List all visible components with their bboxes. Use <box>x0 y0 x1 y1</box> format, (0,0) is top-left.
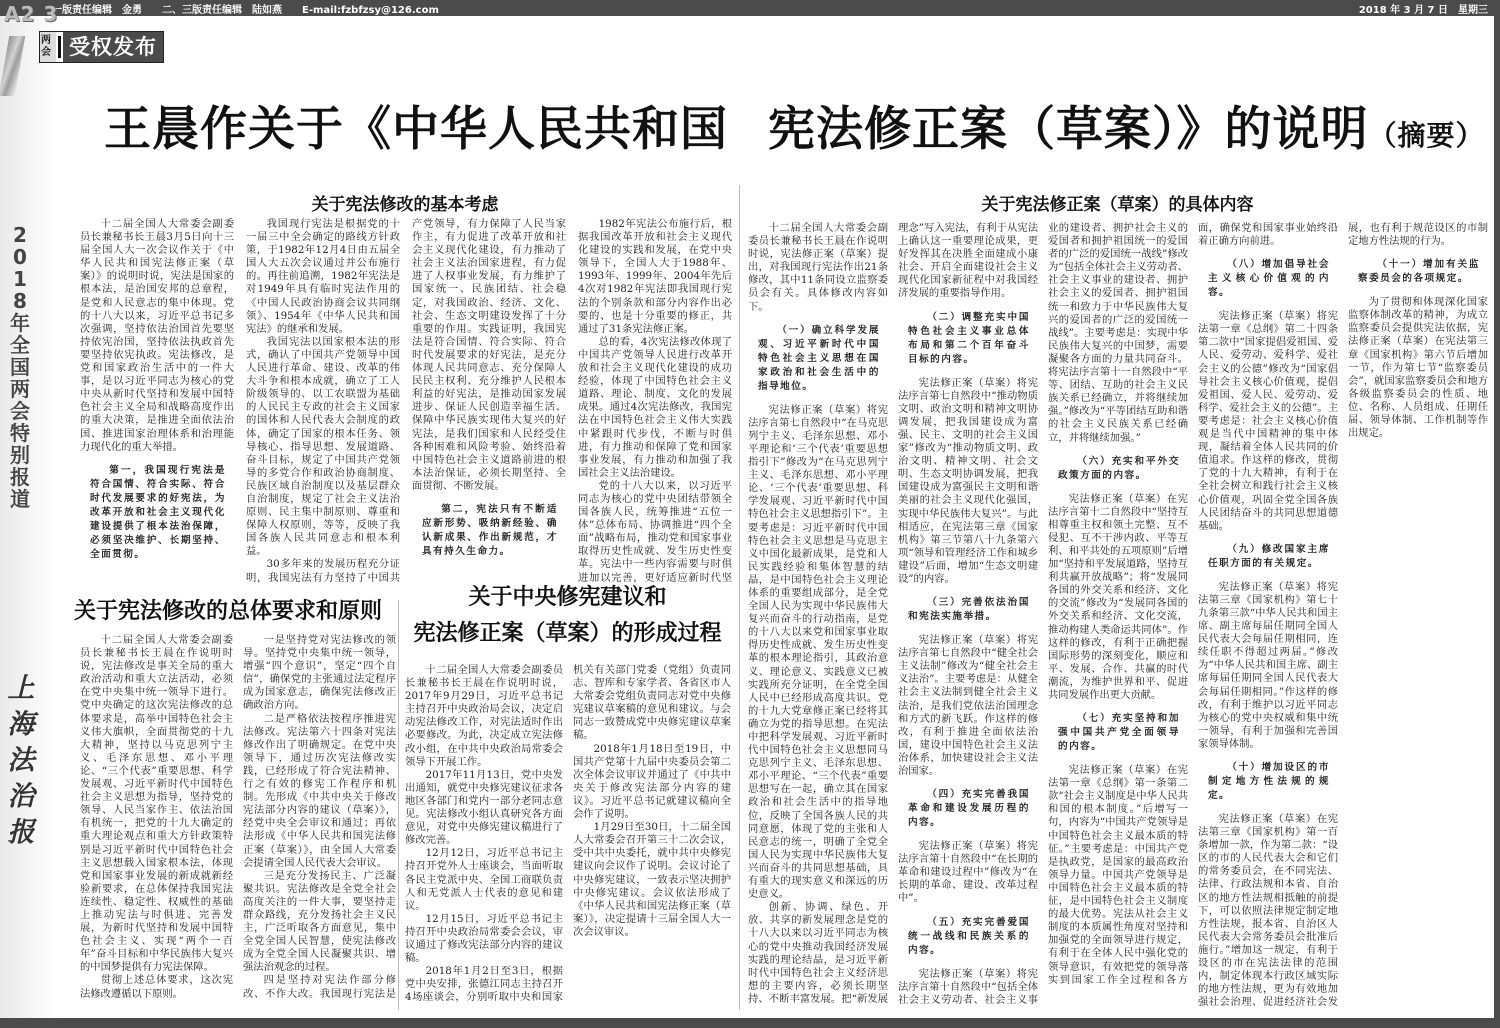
section-heading-process-line2: 宪法修正案（草案）的形成过程 <box>413 621 722 646</box>
paragraph: 30多年来的发展历程充分证明，我国宪法有力坚持了中国共产党领导，有力保障了人民当家作主，有力促进了改革开放和社会主义现代化建设，有力推动了社会主义法治国家进程，有力促进了人权事业发展，有力维护了国家统一、民族团结、社会稳定，对我国政治、经济、文化、社会、生态文明建设发挥了十分重要的作用。实践证明，我国宪法是符合国情、符合实际、符合时代发展要求的好宪法，是充分体现人民共同意志、充分保障人民民主权利、充分维护人民根本利益的好宪法，是推动国家发展进步、保证人民创造幸福生活、保障中华民族实现伟大复兴的好宪法，是我们国家和人民经受住各种困难和风险考验、始终沿着中国特色社会主义道路前进的根本法治保证，必须长期坚持、全面贯彻、不断发展。 <box>246 218 566 584</box>
paragraph: 贯彻上述总体要求，这次宪法修改遵循以下原则。 <box>80 974 233 1000</box>
headline-part1: 王晨作关于《中华人民共和国 <box>104 102 728 157</box>
subheading: （三）完善依法治国和宪法实施举措。 <box>908 597 1030 623</box>
sidebar <box>0 16 58 1018</box>
subheading: （四）充实完善我国革命和建设发展历程的内容。 <box>908 789 1030 829</box>
subheading: （一）确立科学发展观、习近平新时代中国特色社会主义思想在国家政治和社会生活中的指导地位。 <box>758 324 880 392</box>
paragraph: 2018年1月18日至19日，中国共产党第十九届中央委员会第二次全体会议审议并通过了《中共中央关于修改宪法部分内容的建议》。习近平总书记就建议稿向全会作了说明。 <box>573 742 731 821</box>
headline-part2: 宪法修正案（草案）》的说明 <box>768 102 1369 157</box>
column-divider <box>398 600 399 1010</box>
paragraph: 宪法修正案（草案）将宪法序言第七自然段中“健全社会主义法制”修改为“健全社会主义法治”。主要考虑是：从健全社会主义法制到健全社会主义法治，是我们党依法治国理念和方式的新飞跃。作这样的修改，有利于推进全面依法治国，建设中国特色社会主义法治体系，加快建设社会主义法治国家。 <box>898 634 1038 777</box>
subheading: （十一）增加有关监察委员会的各项规定。 <box>1358 259 1480 285</box>
subheading: （六）充实和平外交政策方面的内容。 <box>1058 455 1180 481</box>
paragraph: 党的十八大以来，以习近平同志为核心的党中央团结带领全国各族人民，统筹推进“五位一体”总体布局、协调推进“四个全面”战略布局，推动党和国家事业取得历史性成就、发生历史性变革。宪法中一些内容需要与时俱进加以完善，更好适应新时代坚 <box>578 479 732 584</box>
issue-date: 2018 年 3 月 7 日 星期三 <box>1358 5 1488 16</box>
top-bar <box>0 0 1500 16</box>
section-heading-contents: 关于宪法修正案（草案）的具体内容 <box>981 195 1254 215</box>
section-body-contents <box>748 222 1488 1010</box>
paragraph: 12月15日，习近平总书记主持召开中央政治局常委会会议，审议通过了修改宪法部分内容的建议稿。 <box>405 912 563 965</box>
column-divider <box>739 185 740 1010</box>
paragraph: 十二届全国人大常委会副委员长兼秘书长王晨在作说明时说，宪法修正案（草案）提出，对我国现行宪法作出21条修改，其中11条同设立监察委员会有关。具体修改内容如下。 <box>748 222 888 313</box>
paragraph: 宪法修正案（草案）将宪法序言第七自然段中“推动物质文明、政治文明和精神文明协调发展，把我国建设成为富强、民主、文明的社会主义国家”修改为“推动物质文明、政治文明、精神文明、社会文明、生态文明协调发展，把我国建设成为富强民主文明和谐美丽的社会主义现代化强国，实现中华民族伟大复兴”。与此相适应，在宪法第三章《国家机构》第三节第八十九条第六项“领导和管理经济工作和城乡建设”后面，增加“生态文明建设”的内容。 <box>898 376 1038 585</box>
subheading: （五）充实完善爱国统一战线和民族关系的内容。 <box>908 916 1030 956</box>
special-report-label: 2018年全国两会特别报道 <box>10 223 30 511</box>
edition-number: A2 3 <box>4 2 59 26</box>
editors-line: 一版责任编辑 金勇 二、三版责任编辑 陆如燕 E-mail:fzbfzsy@126.com <box>52 5 439 16</box>
paragraph: 12月12日，习近平总书记主持召开党外人士座谈会，当面听取各民主党派中央、全国工商联负责人和无党派人士代表的意见和建议。 <box>405 847 563 912</box>
subheading: （八）增加倡导社会主义核心价值观的内容。 <box>1208 259 1330 299</box>
paragraph: 宪法修正案（草案）将宪法序言第七自然段中“在马克思列宁主义、毛泽东思想、邓小平理论和‘三个代表’重要思想指引下”修改为“在马克思列宁主义、毛泽东思想、邓小平理论、‘三个代表’重要思想、科学发展观、习近平新时代中国特色社会主义思想指引下”。主要考虑是：习近平新时代中国特色社会主义思想是马克思主义中国化最新成果，是党和人民实践经验和集体智慧的结晶，是中国特色社会主义理论体系的重要组成部分，是全党全国人民为实现中华民族伟大复兴而奋斗的行动指南，是党的十八大以来党和国家事业取得历史性成就、发生历史性变革的根本理论指引，其政治意义、理论意义、实践意义已被实践所充分证明，在全党全国人民中已经形成高度共识。党的十九大党章修正案已经将其确立为党的指导思想。在宪法中把科学发展观、习近平新时代中国特色社会主义思想同马克思列宁主义、毛泽东思想、邓小平理论、“三个代表”重要思想写在一起，确立其在国家政治和社会生活中的指导地位，反映了全国各族人民的共同意愿，体现了党的主张和人民意志的统一，明确了全党全国人民为实现中华民族伟大复兴而奋斗的共同思想基础，具有重大的现实意义和深远的历史意义。 <box>748 403 888 901</box>
newspaper-logo: 上海法治报 <box>7 673 35 848</box>
paragraph: 1982年宪法公布施行后，根据我国改革开放和社会主义现代化建设的实践和发展，在党中央领导下，全国人大于1988年、1993年、1999年、2004年先后4次对1982年宪法即我国现行宪法的个别条款和部分内容作出必要的、也是十分重要的修正，共通过了31条宪法修正案。 <box>578 218 732 335</box>
paragraph: 十二届全国人大常委会副委员长兼秘书长王晨在作说明时说，2017年9月29日，习近平总书记主持召开中央政治局会议，决定启动宪法修改工作，对宪法适时作出必要修改。为此，决定成立宪法修改小组，在中共中央政治局常委会领导下开展工作。 <box>405 664 563 768</box>
right-border <box>1494 16 1500 1028</box>
section-heading-process <box>405 580 730 652</box>
paragraph: 宪法修正案（草案）在宪法第三章《国家机构》第一百条增加一款，作为第二款：“设区的市的人民代表大会和它们的常务委员会，在不同宪法、法律、行政法规和本省、自治区的地方性法规相抵触的前提下，可以依照法律规定制定地方性法规，报本省、自治区人民代表大会常务委员会批准后施行。”增加这一规定，有利于设区的市在宪法法律的范围内，制定体现本行政区域实际的地方性法规，更为有效地加强社会治理、促进经济社会发展，也有利于规范设区的市制定地方性法规的行为。 <box>1198 222 1488 1009</box>
paragraph: 1月29日至30日，十二届全国人大常委会召开第三十二次会议，受中共中央委托，就中共中央修宪建议向会议作了说明。会议讨论了中央修宪建议，一致表示坚决拥护中央修宪建议。会议依法形成了《中华人民共和国宪法修正案（草案）》，决定提请十三届全国人大一次会议审议。 <box>573 821 731 938</box>
column-tag-divider <box>58 36 61 58</box>
subheading: （二）调整充实中国特色社会主义事业总体布局和第二个百年奋斗目标的内容。 <box>908 311 1030 365</box>
paragraph: 创新、协调、绿色、开放、共享的新发展理念是党的十八大以来以习近平同志为核心的党中央推动我国经济发展实践的理论结晶，是习近平新时代中国特色社会主义经济思想的主要内容，必须长期坚持、不断丰富发展。把“新发展理念”写入宪法，有利于从宪法上确认这一重要理论成果，更好发挥其在决胜全面建成小康社会、开启全面建设社会主义现代化国家新征程中对我国经济发展的重要指导作用。 <box>748 222 1038 1005</box>
paragraph: 2018年1月2日至3日，根据党中央安排，张德江同志主持召开4场座谈会，分别听取中央和国家机关有关部门党委（党组）负责同志、智库和专家学者、各省区市人大常委会党组负责同志对党中央修宪建议草案稿的意见和建议。与会同志一致赞成党中央修宪建议草案稿。 <box>405 664 731 1004</box>
headline-part2-wrap <box>768 92 1485 159</box>
paragraph: 宪法修正案（草案）在宪法第一章《总纲》第一条第二款“社会主义制度是中华人民共和国的根本制度。”后增写一句，内容为“中国共产党领导是中国特色社会主义最本质的特征。”主要考虑是：中国共产党是执政党，是国家的最高政治领导力量。中国共产党领导是中国特色社会主义最本质的特征，是中国特色社会主义制度的最大优势。宪法从社会主义制度的本质属性角度对坚持和加强党的全面领导进行规定，有利于在全体人民中强化党的领导意识，有效把党的领导落实到国家工作全过程和各方面，确保党和国家事业始终沿着正确方向前进。 <box>1048 222 1338 986</box>
section-heading-basic-considerations: 关于宪法修改的基本考虑 <box>311 195 499 215</box>
paragraph: 宪法修正案（草案）将宪法序言第十自然段中“包括全体社会主义劳动者、社会主义事业的建设者、拥护社会主义的爱国者和拥护祖国统一的爱国者的广泛的爱国统一战线”修改为“包括全体社会主义劳动者、社会主义事业的建设者、拥护社会主义的爱国者、拥护祖国统一和致力于中华民族伟大复兴的爱国者的广泛的爱国统一战线”。主要考虑是：实现中华民族伟大复兴的中国梦，需要凝聚各方面的力量共同奋斗。将宪法序言第十一自然段中“平等、团结、互助的社会主义民族关系已经确立，并将继续加强。”修改为“平等团结互助和谐的社会主义民族关系已经确立，并将继续加强。” <box>898 222 1188 1006</box>
paragraph: 二是严格依法按程序推进宪法修改。宪法第六十四条对宪法修改作出了明确规定。在党中央领导下，通过历次宪法修改实践，已经形成了符合宪法精神、行之有效的修宪工作程序和机制。先形成《中共中央关于修改宪法部分内容的建议（草案）》，经党中央全会审议和通过；再依法形成《中华人民共和国宪法修正案（草案）》，由全国人大常委会提请全国人民代表大会审议。 <box>243 712 396 869</box>
column-tag-big: 受权发布 <box>63 32 163 62</box>
paragraph: 宪法修正案（草案）将宪法序言第十自然段中“在长期的革命和建设过程中”修改为“在长期的革命、建设、改革过程中”。 <box>898 840 1038 905</box>
column-tag <box>39 31 164 63</box>
subheading: 第二，宪法只有不断适应新形势、吸纳新经验、确认新成果、作出新规范，才具有持久生命力。 <box>422 503 558 557</box>
decorative-brush-icon <box>0 36 25 96</box>
paragraph: 四是坚持对宪法作部分修改、不作大改。我国现行宪法是 <box>243 974 396 1000</box>
paragraph: 2017年11月13日，党中央发出通知，就党中央修宪建议征求各地区各部门和党内一部分老同志意见。宪法修改小组认真研究各方面意见，对党中央修宪建议稿进行了修改完善。 <box>405 768 563 847</box>
section-heading-requirements: 关于宪法修改的总体要求和原则 <box>74 599 383 624</box>
subheading: （七）充实坚持和加强中国共产党全面领导的内容。 <box>1058 713 1180 753</box>
section-body-basic-considerations <box>80 218 732 588</box>
paragraph: 一是坚持党对宪法修改的领导。坚持党中央集中统一领导，增强“四个意识”，坚定“四个自信”，确保党的主张通过法定程序成为国家意志，确保宪法修改正确政治方向。 <box>243 634 396 712</box>
subheading: 第一，我国现行宪法是符合国情、符合实际、符合时代发展要求的好宪法，为改革开放和社会主义现代化建设提供了根本法治保障，必须坚决维护、长期坚持、全面贯彻。 <box>90 464 226 560</box>
paragraph: 宪法修正案（草案）在宪法序言第十二自然段中“坚持互相尊重主权和领土完整、互不侵犯、互不干涉内政、平等互利、和平共处的五项原则”后增加“坚持和平发展道路，坚持互利共赢开放战略”；将“发展同各国的外交关系和经济、文化的交流”修改为“发展同各国的外交关系和经济、文化交流，推动构建人类命运共同体”。作这样的修改，有利于正确把握国际形势的深刻变化，顺应和平、发展、合作、共赢的时代潮流，为维护世界和平、促进共同发展作出更大贡献。 <box>1048 492 1188 701</box>
paragraph: 我国现行宪法是根据党的十一届三中全会确定的路线方针政策，于1982年12月4日由五届全国人大五次会议通过并公布施行的。再往前追溯，1982年宪法是对1949年具有临时宪法作用的《中国人民政治协商会议共同纲领》、1954年《中华人民共和国宪法》的继承和发展。 <box>246 218 400 335</box>
subheading: （十）增加设区的市制定地方性法规的规定。 <box>1208 762 1330 801</box>
paragraph: 宪法修正案（草案）将宪法第三章《国家机构》第七十九条第三款“中华人民共和国主席、副主席每届任期同全国人民代表大会每届任期相同，连续任职不得超过两届。”修改为“中华人民共和国主席、副主席每届任期同全国人民代表大会每届任期相同。”作这样的修改，有利于维护以习近平同志为核心的党中央权威和集中统一领导，有利于加强和完善国家领导体制。 <box>1198 580 1338 750</box>
paragraph: 十二届全国人大常委会副委员长兼秘书长王晨3月5日向十三届全国人大一次会议作关于《中华人民共和国宪法修正案（草案）》的说明时说，宪法是国家的根本法，是治国安邦的总章程，是党和人民意志的集中体现。党的十八大以来，习近平总书记多次强调，坚持依法治国首先要坚持依宪治国，坚持依法执政首先要坚持依宪执政。宪法修改，是党和国家政治生活中的一件大事，是以习近平同志为核心的党中央从新时代坚持和发展中国特色社会主义全局和战略高度作出的重大决策，是推进全面依法治国、推进国家治理体系和治理能力现代化的重大举措。 <box>80 218 234 453</box>
section-body-process <box>405 664 731 1010</box>
subheading: （九）修改国家主席任职方面的有关规定。 <box>1208 543 1330 569</box>
paragraph: 三是充分发扬民主、广泛凝聚共识。宪法修改是全党全社会高度关注的一件大事，要坚持走群众路线，充分发扬社会主义民主，广泛听取各方面意见，集中全党全国人民智慧，使宪法修改成为全党全国人民凝聚共识、增强法治观念的过程。 <box>243 869 396 974</box>
bottom-border <box>0 1018 1500 1028</box>
paragraph: 为了贯彻和体现深化国家监察体制改革的精神，为成立监察委员会提供宪法依据，宪法修正案（草案）在宪法第三章《国家机构》第六节后增加一节，作为第七节“监察委员会”，就国家监察委员会和地方各级监察委员会的性质、地位、名称、人员组成、任期任届、领导体制、工作机制等作出规定。 <box>1348 296 1488 440</box>
section-heading-process-line1: 关于中央修宪建议和 <box>468 585 667 610</box>
paragraph: 十二届全国人大常委会副委员长兼秘书长王晨在作说明时说，宪法修改是事关全局的重大政治活动和重大立法活动，必须在党中央集中统一领导下进行。党中央确定的这次宪法修改的总体要求是，高举中国特色社会主义伟大旗帜，全面贯彻党的十九大精神，坚持以马克思列宁主义、毛泽东思想、邓小平理论、“三个代表”重要思想、科学发展观、习近平新时代中国特色社会主义思想为指导，坚持党的领导、人民当家作主、依法治国有机统一，把党的十九大确定的重大理论观点和重大方针政策特别是习近平新时代中国特色社会主义思想载入国家根本法，体现党和国家事业发展的新成就新经验新要求，在总体保持我国宪法连续性、稳定性、权威性的基础上推动宪法与时俱进、完善发展，为新时代坚持和发展中国特色社会主义、实现“两个一百年”奋斗目标和中华民族伟大复兴的中国梦提供有力宪法保障。 <box>80 634 233 974</box>
paragraph: 总的看，4次宪法修改体现了中国共产党领导人民进行改革开放和社会主义现代化建设的成功经验，体现了中国特色社会主义道路、理论、制度、文化的发展成果。通过4次宪法修改，我国宪法在中国特色社会主义伟大实践中紧跟时代步伐，不断与时俱进，有力推动和保障了党和国家事业发展，有力推动和加强了我国社会主义法治建设。 <box>578 335 732 479</box>
column-tag-small: 两会 <box>40 32 56 62</box>
section-body-requirements <box>80 634 396 1010</box>
paragraph: 我国宪法以国家根本法的形式，确认了中国共产党领导中国人民进行革命、建设、改革的伟大斗争和根本成就，确立了工人阶级领导的、以工农联盟为基础的人民民主专政的社会主义国家的国体和人民代表大会制度的政体，确定了国家的根本任务、领导核心、指导思想、发展道路、奋斗目标，规定了中国共产党领导的多党合作和政治协商制度、民族区域自治制度以及基层群众自治制度，规定了社会主义法治原则、民主集中制原则、尊重和保障人权原则，等等，反映了我国各族人民共同意志和根本利益。 <box>246 335 400 558</box>
paragraph: 宪法修正案（草案）将宪法第一章《总纲》第二十四条第二款中“国家提倡爱祖国、爱人民、爱劳动、爱科学、爱社会主义的公德”修改为“国家倡导社会主义核心价值观，提倡爱祖国、爱人民、爱劳动、爱科学、爱社会主义的公德”。主要考虑是：社会主义核心价值观是当代中国精神的集中体现，凝结着全体人民共同的价值追求。作这样的修改，贯彻了党的十九大精神，有利于在全社会树立和践行社会主义核心价值观，巩固全党全国各族人民团结奋斗的共同思想道德基础。 <box>1198 310 1338 532</box>
headline-suffix: （摘要） <box>1368 119 1485 152</box>
